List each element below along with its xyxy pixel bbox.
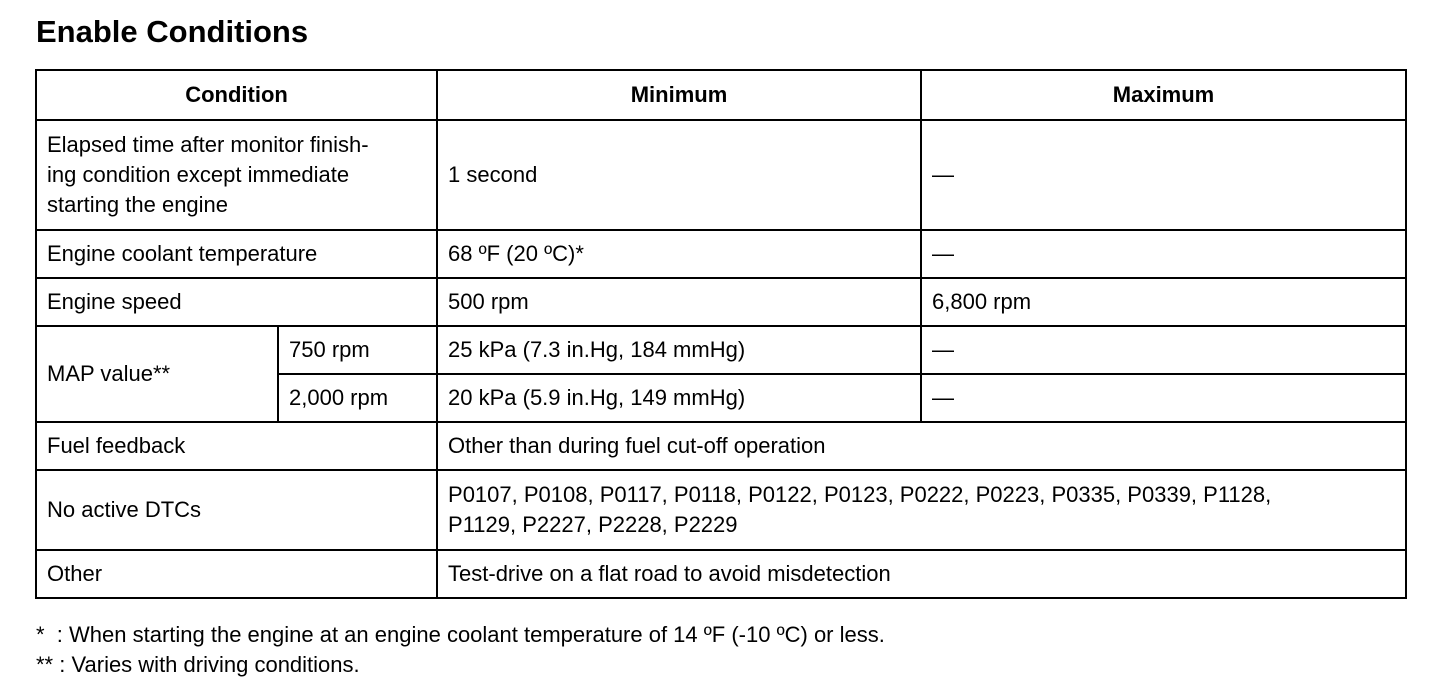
maximum-cell-map-2000: —	[921, 374, 1406, 422]
minimum-cell-coolant: 68 ºF (20 ºC)*	[437, 230, 921, 278]
condition-cell-dtc: No active DTCs	[36, 470, 437, 550]
condition-cell-fuel: Fuel feedback	[36, 422, 437, 470]
minimum-cell-map-750: 25 kPa (7.3 in.Hg, 184 mmHg)	[437, 326, 921, 374]
enable-conditions-table	[35, 69, 1407, 599]
condition-cell-map: MAP value**	[36, 326, 278, 422]
condition-cell-elapsed	[36, 120, 437, 230]
condition-cell-speed: Engine speed	[36, 278, 437, 326]
maximum-cell-coolant: —	[921, 230, 1406, 278]
minimum-cell-elapsed: 1 second	[437, 120, 921, 230]
maximum-cell-elapsed: —	[921, 120, 1406, 230]
table-row	[36, 550, 1406, 598]
value-cell-dtc	[437, 470, 1406, 550]
condition-cell-coolant: Engine coolant temperature	[36, 230, 437, 278]
value-cell-fuel: Other than during fuel cut-off operation	[437, 422, 1406, 470]
header-condition: Condition	[36, 70, 437, 120]
map-rpm-cell: 750 rpm	[278, 326, 437, 374]
table-row	[36, 470, 1406, 550]
condition-line: Elapsed time after monitor finish-	[47, 132, 369, 157]
page-title: Enable Conditions	[36, 14, 309, 49]
header-minimum: Minimum	[437, 70, 921, 120]
footnote-double-asterisk: ** : Varies with driving conditions.	[36, 652, 360, 677]
minimum-cell-map-2000: 20 kPa (5.9 in.Hg, 149 mmHg)	[437, 374, 921, 422]
table-header-row	[36, 70, 1406, 120]
maximum-cell-speed: 6,800 rpm	[921, 278, 1406, 326]
footnote-single-asterisk: * : When starting the engine at an engine coolant temperature of 14 ºF (-10 ºC) or less.	[36, 622, 885, 647]
table-row	[36, 120, 1406, 230]
table-row	[36, 422, 1406, 470]
table-row	[36, 278, 1406, 326]
map-rpm-cell: 2,000 rpm	[278, 374, 437, 422]
maximum-cell-map-750: —	[921, 326, 1406, 374]
header-maximum: Maximum	[921, 70, 1406, 120]
table-row	[36, 326, 1406, 374]
minimum-cell-speed: 500 rpm	[437, 278, 921, 326]
condition-cell-other: Other	[36, 550, 437, 598]
value-cell-other: Test-drive on a flat road to avoid misdetection	[437, 550, 1406, 598]
table-row	[36, 230, 1406, 278]
dtc-line: P0107, P0108, P0117, P0118, P0122, P0123, P0222, P0223, P0335, P0339, P1128,	[448, 482, 1272, 507]
footnotes	[36, 620, 885, 680]
condition-line: ing condition except immediate	[47, 162, 350, 187]
condition-line: starting the engine	[47, 192, 229, 217]
dtc-line: P1129, P2227, P2228, P2229	[448, 512, 738, 537]
